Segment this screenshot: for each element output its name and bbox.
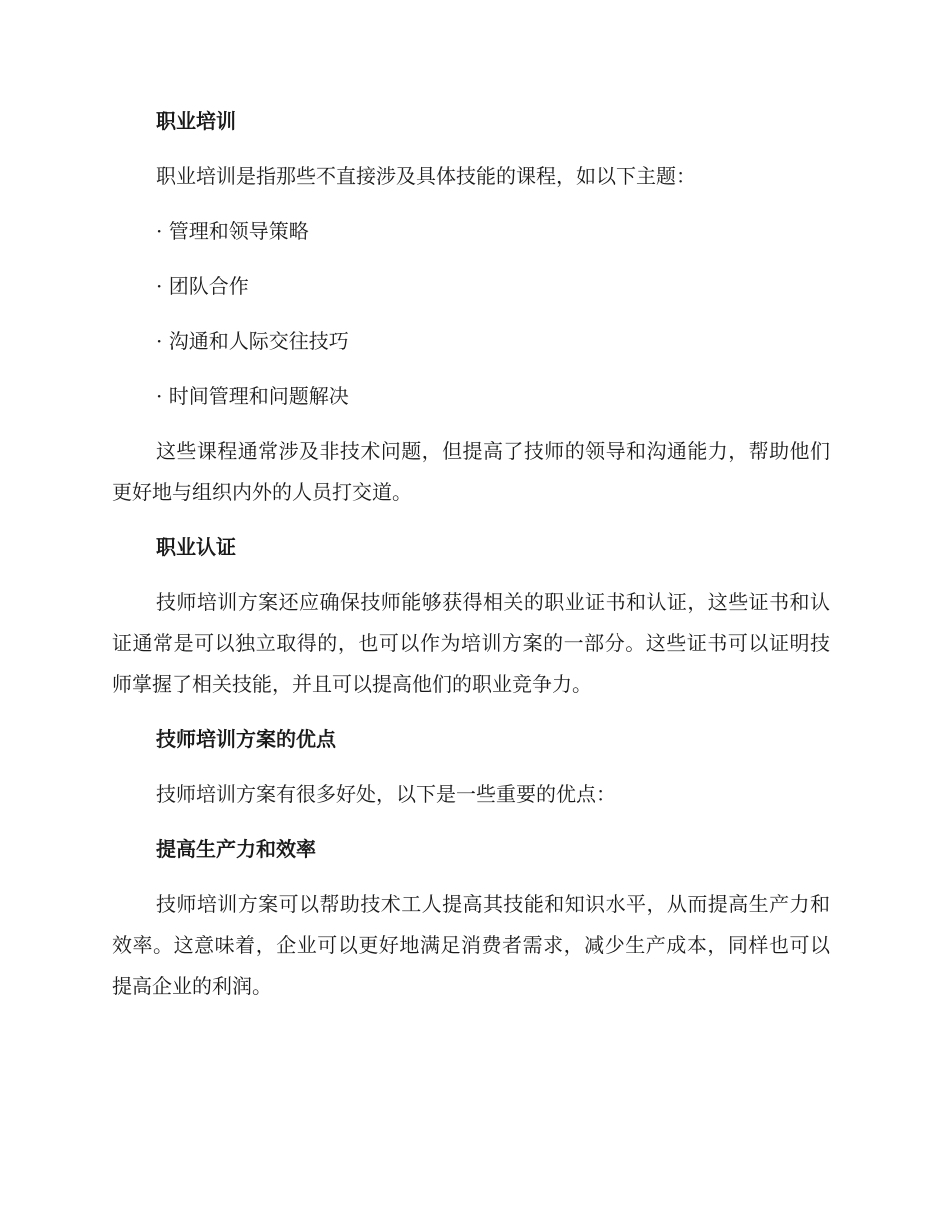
heading-vocational-training: 职业培训 [156, 109, 236, 133]
paragraph-advantages-intro: 技师培训方案有很多好处，以下是一些重要的优点： [156, 782, 616, 806]
document-page [112, 108, 830, 1028]
heading-productivity: 提高生产力和效率 [156, 837, 316, 861]
paragraph-certification: 技师培训方案还应确保技师能够获得相关的职业证书和认证，这些证书和认证通常是可以独立取得的，也可以作为培训方案的一部分。这些证书可以证明技师掌握了相关技能，并且可以提高他们的职业竞争力。 [112, 590, 830, 696]
list-item: · 团队合作 [156, 274, 249, 298]
list-item: · 管理和领导策略 [156, 219, 309, 243]
paragraph-vocational-intro: 职业培训是指那些不直接涉及具体技能的课程，如以下主题： [156, 164, 696, 188]
list-item: · 时间管理和问题解决 [156, 384, 349, 408]
heading-certification: 职业认证 [156, 535, 236, 559]
paragraph-vocational-summary: 这些课程通常涉及非技术问题，但提高了技师的领导和沟通能力，帮助他们更好地与组织内外的人员打交道。 [112, 439, 830, 504]
heading-advantages: 技师培训方案的优点 [156, 727, 336, 751]
list-item: · 沟通和人际交往技巧 [156, 329, 349, 353]
paragraph-productivity: 技师培训方案可以帮助技术工人提高其技能和知识水平，从而提高生产力和效率。这意味着，企业可以更好地满足消费者需求，减少生产成本，同样也可以提高企业的利润。 [112, 892, 830, 998]
